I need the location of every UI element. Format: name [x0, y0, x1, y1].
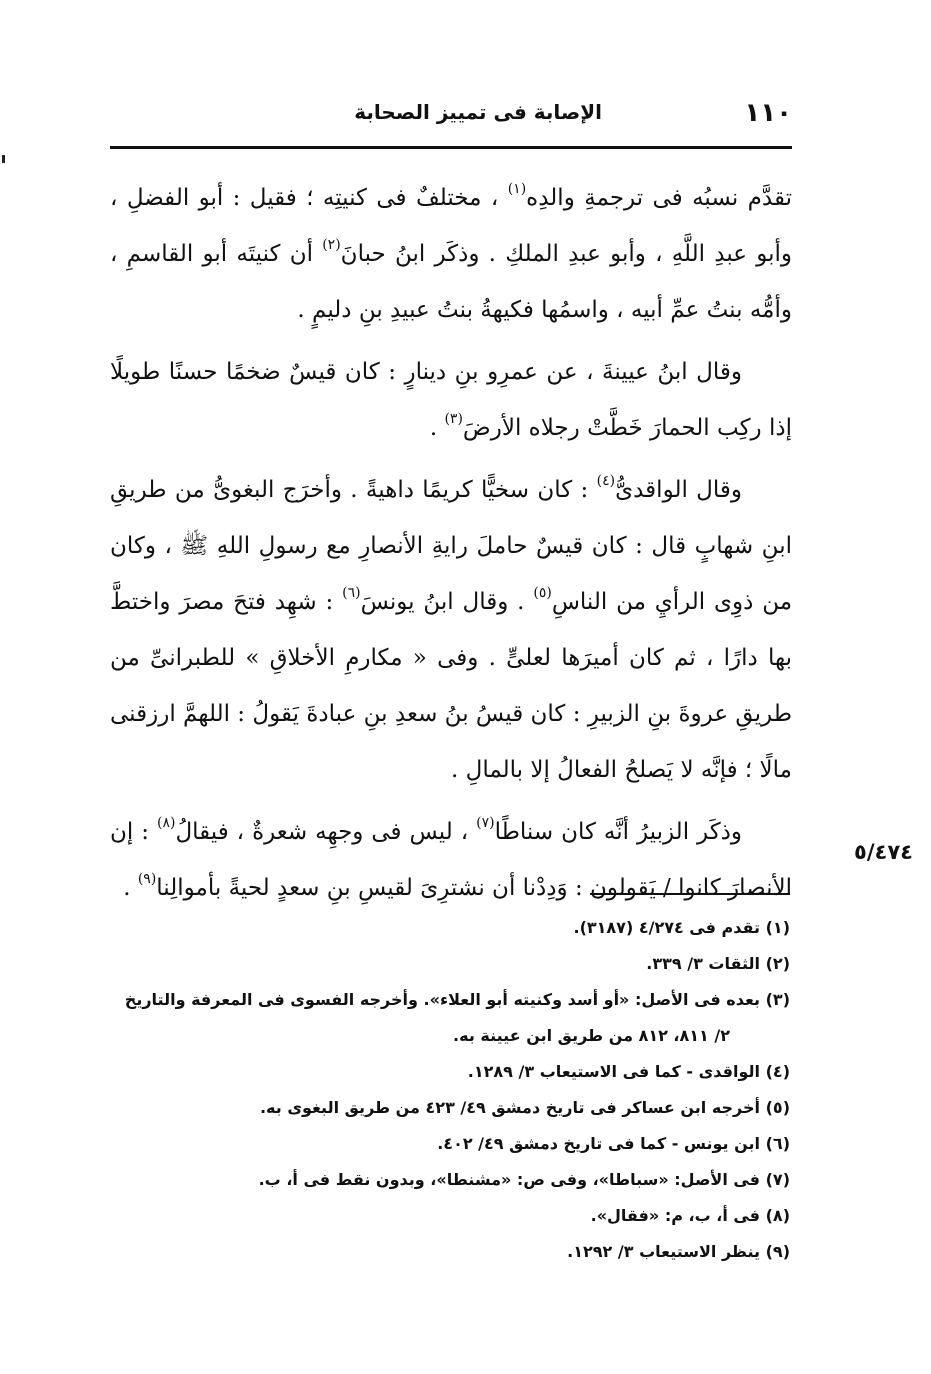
footnote-number: (٩) [765, 1242, 790, 1261]
footnote-5 [105, 1090, 790, 1126]
footnote-2 [105, 946, 790, 982]
footnote-ref[interactable]: (٦) [342, 585, 361, 601]
footnote-number: (٤) [765, 1062, 790, 1081]
text-span: : شهِد فتحَ مصرَ واختطَّ بها دارًا ، ثم كان أميرَها لعلىٍّ . وفى « مكارمِ الأخلاقِ » للطبرانىِّ من طريقِ عروةَ بنِ الزبيرِ : كان قيسُ بنُ سعدِ بنِ عبادةَ يَقولُ : اللهمَّ ارزقنى مالًا ؛ فإنَّه لا يَصلحُ الفعالُ إلا بالمالِ . [110, 589, 792, 783]
paragraph-3 [110, 462, 792, 798]
footnote-text: ينظر الاستيعاب ٣/ ١٢٩٢. [567, 1242, 761, 1261]
footnote-number: (٧) [765, 1170, 790, 1189]
paragraph-1 [110, 170, 792, 338]
footnote-text: الثقات ٣/ ٣٣٩. [646, 954, 761, 973]
footnote-ref[interactable]: (٩) [137, 871, 157, 887]
text-span: ، مختلفٌ فى كنيتِه ؛ فقيل : أبو الفضلِ ، وأبو عبدِ اللَّهِ ، وأبو عبدِ الملكِ . وذكَر ابنُ حبانَ [110, 185, 793, 267]
footnote-text: أخرجه ابن عساكر فى تاريخ دمشق ٤٩/ ٤٢٣ من طريق البغوى به. [259, 1098, 761, 1117]
footnote-8 [105, 1198, 790, 1234]
footnote-ref[interactable]: (٧) [476, 815, 495, 831]
footnote-number: (٥) [765, 1098, 790, 1117]
margin-page-reference: ٥/٤٧٤ [854, 840, 913, 864]
text-span: وذكَر الزبيرُ أنَّه كان سناطًا [494, 819, 743, 845]
footnote-3 [105, 982, 790, 1054]
text-span: وقال ابنُ عيينةَ ، عن عمرِو بنِ دينارٍ : كان قيسٌ ضخمًا حسنًا طويلًا إذا ركِب الحمارَ خَطَّتْ رجلاه الأرضَ [110, 359, 792, 441]
footnote-number: (١) [765, 918, 790, 937]
footnote-9 [105, 1234, 790, 1270]
footnote-text: فى أ، ب، م: «فقال». [590, 1206, 761, 1225]
paragraph-2 [110, 344, 792, 456]
running-title: الإصابة فى تمييز الصحابة [354, 100, 602, 124]
footnote-1 [105, 910, 790, 946]
footnote-number: (٨) [765, 1206, 790, 1225]
footnote-ref[interactable]: (٢) [322, 237, 341, 253]
header-rule [110, 146, 792, 149]
footnote-text: فى الأصل: «سباطا»، وفى ص: «مشنطا»، وبدون نقط فى أ، ب. [258, 1170, 761, 1189]
footnote-number: (٣) [765, 990, 790, 1009]
page-header [110, 92, 792, 132]
footnote-7 [105, 1162, 790, 1198]
text-span: : كان سخيًّا كريمًا داهيةً . وأخرَج البغوىُّ من طريقِ ابنِ شهابٍ قال : كان قيسٌ حاملَ رايةِ الأنصارِ مع رسولِ اللهِ ﷺ ، وكان من ذوِى الرأيِ من الناسِ [110, 477, 793, 615]
footnote-ref[interactable]: (٥) [533, 585, 552, 601]
footnote-ref[interactable]: (٣) [444, 411, 463, 427]
footnote-ref[interactable]: (١) [507, 181, 527, 197]
text-span: . [123, 875, 131, 901]
footnote-ref[interactable]: (٤) [596, 473, 616, 489]
text-span: : إن الأنصارَ كانوا / يَقولون : وَدِدْنا أن نشترِىَ لقيسِ بنِ سعدٍ لحيةً بأموالِنا [110, 819, 792, 901]
text-span: . وقال ابنُ يونسَ [360, 589, 525, 615]
text-span: وقال الواقدىُّ [615, 477, 742, 503]
footnote-text-continued: ٢/ ٨١١، ٨١٢ من طريق ابن عيينة به. [453, 1026, 730, 1045]
scan-edge-mark [2, 155, 5, 163]
text-span: تقدَّم نسبُه فى ترجمةِ والدِه [526, 185, 793, 211]
footnote-6 [105, 1126, 790, 1162]
footnote-text: تقدم فى ٤/٢٧٤ (٣١٨٧). [573, 918, 761, 937]
footnote-number: (٦) [765, 1134, 790, 1153]
footnote-text: الواقدى - كما فى الاستيعاب ٣/ ١٢٨٩. [467, 1062, 761, 1081]
footnote-rule [590, 893, 790, 895]
main-text [110, 170, 792, 922]
footnote-text: ابن يونس - كما فى تاريخ دمشق ٤٩/ ٤٠٢. [437, 1134, 761, 1153]
page-number: ١١٠ [744, 98, 792, 128]
footnote-4 [105, 1054, 790, 1090]
paragraph-4 [110, 804, 792, 916]
text-span: أن كنيتَه أبو القاسمِ ، وأمُّه بنتُ عمِّ أبيه ، واسمُها فكيهةُ بنتُ عبيدِ بنِ دليمٍ . [110, 241, 792, 323]
footnote-number: (٢) [765, 954, 790, 973]
text-span: . [429, 415, 438, 441]
footnotes-section [105, 910, 790, 1270]
text-span: ، ليس فى وجهِه شعرةٌ ، فيقالُ [175, 819, 469, 845]
footnote-text: بعده فى الأصل: «أو أسد وكنيته أبو العلاء». وأخرجه الفسوى فى المعرفة والتاريخ [124, 990, 761, 1009]
footnote-ref[interactable]: (٨) [156, 815, 176, 831]
